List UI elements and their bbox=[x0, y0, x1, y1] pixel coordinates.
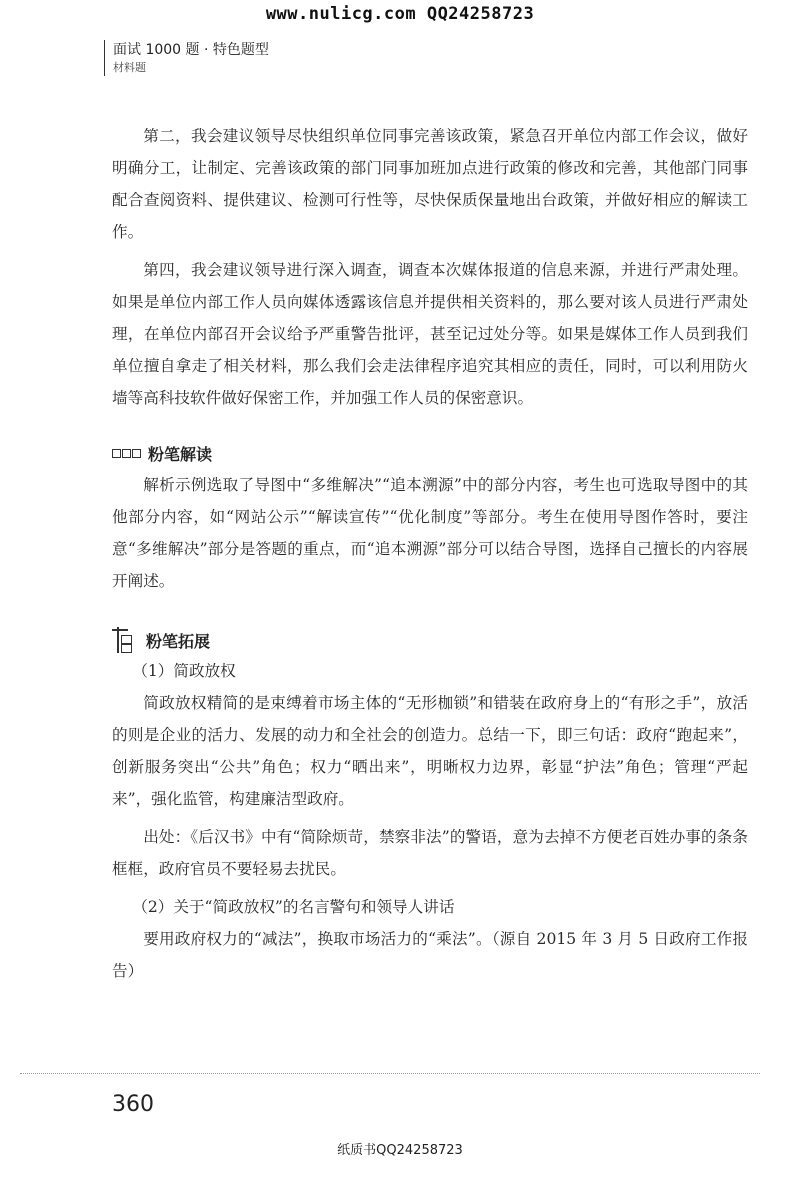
running-header bbox=[104, 40, 269, 76]
paragraph-interpretation: 解析示例选取了导图中“多维解决”“追本溯源”中的部分内容，考生也可选取导图中的其他部分内容，如“网站公示”“解读宣传”“优化制度”等部分。考生在使用导图作答时，要注意“多维解决”部分是答题的重点，而“追本溯源”部分可以结合导图，选择自己擅长的内容展开阐述。 bbox=[112, 476, 748, 590]
page-content bbox=[112, 120, 748, 993]
watermark-top: www.nulicg.com QQ24258723 bbox=[265, 4, 535, 24]
page-number: 360 bbox=[112, 1092, 154, 1117]
paragraph-fourth: 第四，我会建议领导进行深入调查，调查本次媒体报道的信息来源，并进行严肃处理。如果是单位内部工作人员向媒体透露该信息并提供相关资料的，那么要对该人员进行严肃处理，在单位内部召开会议给予严重警告批评，甚至记过处分等。如果是媒体工作人员到我们单位擅自拿走了相关材料，那么我们会走法律程序追究其相应的责任，同时，可以利用防火墙等高科技软件做好保密工作，并加强工作人员的保密意识。 bbox=[112, 261, 748, 407]
subheading-2: （2）关于“简政放权”的名言警句和领导人讲话 bbox=[132, 898, 455, 916]
footer-divider bbox=[20, 1073, 760, 1074]
subheading-1: （1）简政放权 bbox=[132, 662, 236, 680]
section-heading-interpretation bbox=[112, 442, 748, 465]
paragraph-expansion-1: 简政放权精简的是束缚着市场主体的“无形枷锁”和错装在政府身上的“有形之手”，放活的则是企业的活力、发展的动力和全社会的创造力。总结一下，即三句话：政府“跑起来”，创新服务突出“公共”角色；权力“晒出来”，明晰权力边界，彰显“护法”角色；管理“严起来”，强化监管，构建廉洁型政府。 bbox=[112, 694, 748, 808]
header-title: 面试 1000 题 · 特色题型 bbox=[113, 42, 269, 58]
paragraph-expansion-3: 要用政府权力的“减法”，换取市场活力的“乘法”。（源自 2015 年 3 月 5 日政府工作报告） bbox=[112, 930, 748, 980]
section-title: 粉笔拓展 bbox=[146, 631, 211, 651]
paragraph-second: 第二，我会建议领导尽快组织单位同事完善该政策，紧急召开单位内部工作会议，做好明确分工，让制定、完善该政策的部门同事加班加点进行政策的修改和完善，其他部门同事配合查阅资料、提供建议、检测可行性等，尽快保质保量地出台政策，并做好相应的解读工作。 bbox=[112, 127, 748, 241]
paragraph-expansion-2: 出处：《后汉书》中有“简除烦苛，禁察非法”的警语，意为去掉不方便老百姓办事的条条框框，政府官员不要轻易去扰民。 bbox=[112, 828, 748, 878]
section-title: 粉笔解读 bbox=[148, 445, 213, 464]
header-subtitle: 材料题 bbox=[113, 61, 146, 74]
expand-icon bbox=[112, 627, 138, 653]
watermark-bottom: 纸质书QQ24258723 bbox=[337, 1143, 463, 1158]
boxes-icon bbox=[112, 449, 144, 459]
section-heading-expansion bbox=[112, 627, 748, 653]
